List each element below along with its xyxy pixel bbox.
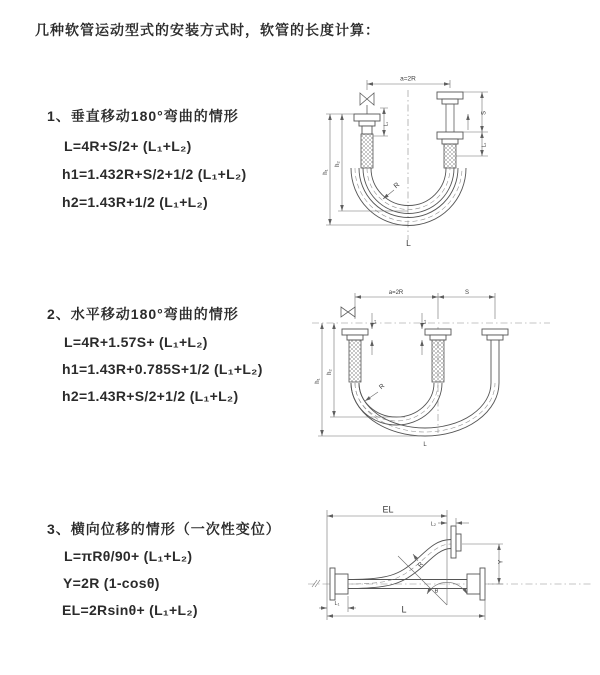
dimension-l2 xyxy=(482,132,488,156)
centerlines xyxy=(312,293,550,433)
dim-label-l2: L₂ xyxy=(481,142,488,148)
valve-icon xyxy=(341,307,355,317)
dim-label-h2: h₂ xyxy=(327,369,333,375)
dim-label-a2r: a=2R xyxy=(400,75,416,83)
dimension-a-2r xyxy=(355,290,438,297)
dim-label-r: R xyxy=(416,560,426,570)
page-title: 几种软管运动型式的安装方式时，软管的长度计算： xyxy=(35,22,380,38)
dim-label-l-total: L xyxy=(423,442,427,448)
section-3-heading: 3、横向位移的情形（一次性变位） xyxy=(47,521,281,537)
section-1-formula-h1: h1=1.432R+S/2+1/2 (L₁+L₂) xyxy=(62,166,247,182)
section-1-formula-L: L=4R+S/2+ (L₁+L₂) xyxy=(64,138,192,154)
section-2-formula-L: L=4R+1.57S+ (L₁+L₂) xyxy=(64,334,208,350)
dimension-el xyxy=(327,505,447,621)
section-1-formula-h2: h2=1.43R+1/2 (L₁+L₂) xyxy=(62,194,209,210)
diagram-lateral-displacement xyxy=(300,498,600,648)
left-hose-end-fitting xyxy=(342,329,368,382)
angle-label-theta: θ xyxy=(434,589,438,595)
moved-hose-end-fitting xyxy=(482,329,508,383)
diagram-vertical-180-bend xyxy=(310,68,600,268)
dim-label-a2r: a=2R xyxy=(388,290,404,296)
radius-callout xyxy=(383,182,401,199)
dimension-l1 xyxy=(373,108,390,136)
dim-label-l-total: L xyxy=(401,604,407,615)
dim-label-y: Y xyxy=(497,559,505,565)
dim-label-l1: L₁ xyxy=(383,121,390,127)
dim-label-h1: h₁ xyxy=(315,378,321,384)
radius-callout xyxy=(365,382,386,401)
section-2-formula-h2: h2=1.43R+S/2+1/2 (L₁+L₂) xyxy=(62,388,239,404)
dim-label-r: R xyxy=(392,181,402,191)
left-hose-end-fitting xyxy=(354,114,380,168)
dimension-a-2r xyxy=(367,76,450,91)
middle-hose-end-fitting xyxy=(425,329,451,382)
section-3-formula-Y: Y=2R (1-cosθ) xyxy=(63,575,160,591)
dim-label-l-total: L xyxy=(406,238,411,248)
bend-angle-construction xyxy=(398,556,467,605)
pipe-break-mark xyxy=(312,580,320,587)
section-1-heading: 1、垂直移动180°弯曲的情形 xyxy=(47,108,239,124)
dimension-s xyxy=(438,290,495,297)
centerlines xyxy=(308,580,592,587)
dim-label-l2: L₂ xyxy=(421,319,428,325)
section-3-formula-L: L=πRθ/90+ (L₁+L₂) xyxy=(64,548,193,564)
dim-label-h1: h₁ xyxy=(323,169,329,175)
dim-label-r: R xyxy=(377,382,387,392)
u-bend-hose-arcs xyxy=(351,383,499,436)
valve-icon xyxy=(360,93,374,114)
right-hose-end-fitting-two-positions xyxy=(437,92,468,168)
section-2-heading: 2、水平移动180°弯曲的情形 xyxy=(47,306,239,322)
dim-label-s: S xyxy=(464,290,470,296)
section-3-formula-EL: EL=2Rsinθ+ (L₁+L₂) xyxy=(62,602,198,618)
dimension-l1 xyxy=(372,313,378,355)
dim-label-l2: L₂ xyxy=(430,521,436,528)
dimension-h1 xyxy=(315,323,420,436)
dim-label-h2: h₂ xyxy=(335,161,341,167)
dimension-l1 xyxy=(319,596,356,612)
dim-label-el: EL xyxy=(382,504,394,515)
dim-label-s: S xyxy=(481,110,488,116)
dim-label-l1: L₁ xyxy=(371,319,378,325)
dimension-l2 xyxy=(431,518,469,530)
diagram-horizontal-180-bend xyxy=(310,283,600,463)
dim-label-l1: L₁ xyxy=(334,601,340,607)
u-bend-hose-arcs xyxy=(351,168,466,226)
section-2-formula-h1: h1=1.43R+0.785S+1/2 (L₁+L₂) xyxy=(62,361,263,377)
